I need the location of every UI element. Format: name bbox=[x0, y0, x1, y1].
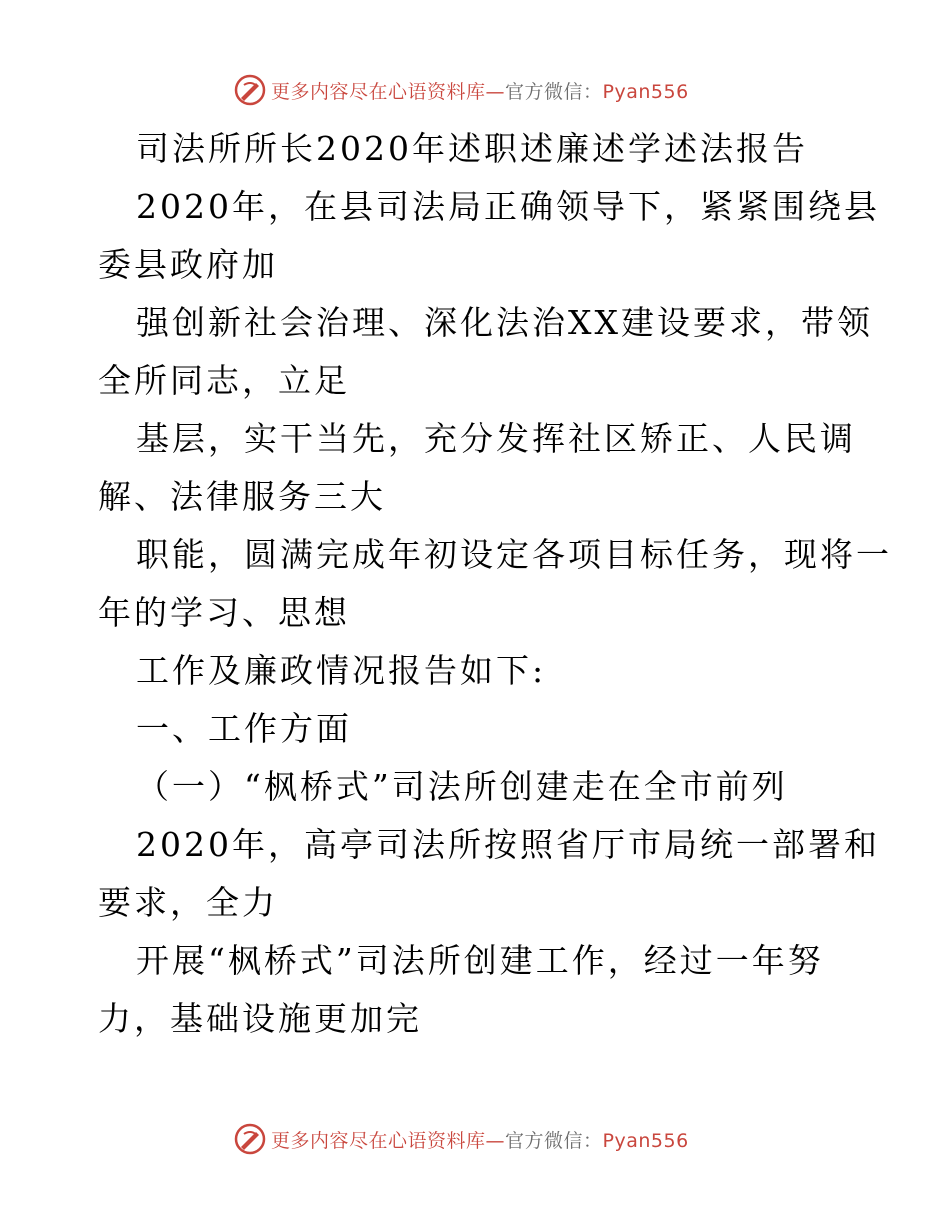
paragraph-line: 工作及廉政情况报告如下: bbox=[136, 651, 547, 690]
banner-site-text: 更多内容尽在心语资料库 bbox=[271, 1130, 486, 1152]
paragraph-line: 2020年，高亭司法所按照省厅市局统一部署和 bbox=[136, 825, 880, 864]
banner-wechat-label: 官方微信： bbox=[505, 81, 603, 103]
banner-site-text: 更多内容尽在心语资料库 bbox=[271, 81, 486, 103]
paragraph-line: 全所同志，立足 bbox=[98, 361, 350, 400]
paragraph-line: 解、法律服务三大 bbox=[98, 477, 386, 516]
header-watermark-banner bbox=[0, 72, 950, 112]
banner-wechat-id: Pyan556 bbox=[602, 81, 689, 103]
paragraph-line: 强创新社会治理、深化法治XX建设要求，带领 bbox=[136, 303, 873, 342]
logo-icon bbox=[234, 1123, 266, 1155]
paragraph-line: 2020年，在县司法局正确领导下，紧紧围绕县 bbox=[136, 187, 880, 226]
banner-dash: — bbox=[485, 1130, 506, 1152]
banner-dash: — bbox=[485, 81, 506, 103]
paragraph-line: 委县政府加 bbox=[98, 245, 278, 284]
paragraph-line: 力，基础设施更加完 bbox=[98, 999, 422, 1038]
paragraph-line: 年的学习、思想 bbox=[98, 593, 350, 632]
paragraph-line: 开展“枫桥式”司法所创建工作，经过一年努 bbox=[136, 941, 824, 980]
paragraph-line: 职能，圆满完成年初设定各项目标任务，现将一 bbox=[136, 535, 892, 574]
banner-wechat-label: 官方微信： bbox=[505, 1130, 603, 1152]
paragraph-line: 基层，实干当先，充分发挥社区矫正、人民调 bbox=[136, 419, 856, 458]
banner-text bbox=[271, 1126, 689, 1153]
document-body bbox=[98, 120, 892, 1048]
banner-wechat-id: Pyan556 bbox=[602, 1130, 689, 1152]
subsection-heading: （一）“枫桥式”司法所创建走在全市前列 bbox=[136, 767, 788, 806]
section-heading: 一、工作方面 bbox=[136, 709, 352, 748]
logo-icon bbox=[234, 74, 266, 106]
paragraph-line: 要求，全力 bbox=[98, 883, 278, 922]
footer-watermark-banner bbox=[0, 1121, 950, 1161]
banner-text bbox=[271, 77, 689, 104]
document-title: 司法所所长2020年述职述廉述学述法报告 bbox=[136, 129, 808, 168]
